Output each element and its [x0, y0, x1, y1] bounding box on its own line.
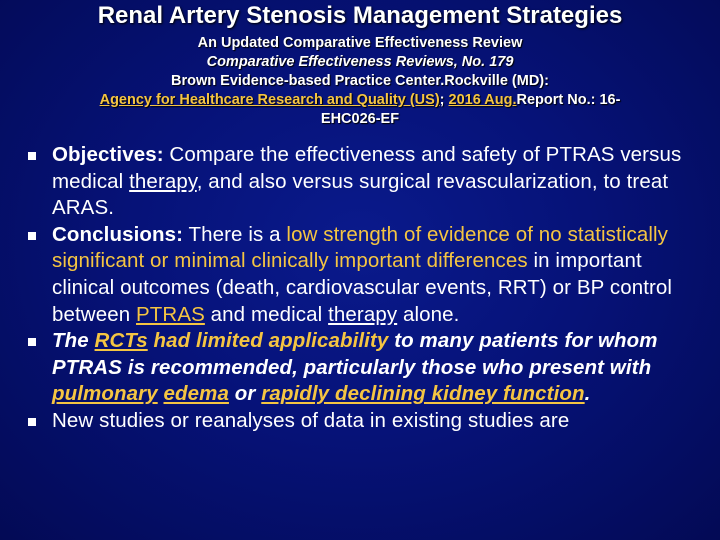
edema-link[interactable]: edema	[163, 382, 229, 406]
rcts-link[interactable]: RCTs	[94, 329, 148, 353]
report-number: Report No.: 16-	[516, 92, 621, 108]
therapy-link[interactable]: therapy	[328, 302, 398, 326]
citation-subtitle: An Updated Comparative Effectiveness Review	[197, 35, 523, 51]
date-link[interactable]: 2016 Aug.	[448, 92, 517, 108]
square-bullet-icon	[28, 418, 36, 426]
bullet-new-studies: New studies or reanalyses of data in existing studies are	[28, 408, 698, 435]
square-bullet-icon	[28, 152, 36, 160]
citation-report-id: EHC026-EF	[320, 111, 400, 127]
square-bullet-icon	[28, 232, 36, 240]
citation-block	[14, 34, 706, 129]
pulmonary-link[interactable]: pulmonary	[52, 382, 158, 406]
bullet-conclusions: Conclusions: There is a low strength of evidence of no statistically significant or minimal clinically important differences in important clinical outcomes (death, cardiovascular events, RRT) or BP control between PTRAS and medical therapy alone.	[28, 222, 698, 328]
applicability-highlight: had limited applicability	[147, 329, 389, 353]
citation-agency-line: Agency for Healthcare Research and Quality (US); 2016 Aug.Report No.: 16-	[99, 92, 621, 108]
square-bullet-icon	[28, 338, 36, 346]
kidney-function-link[interactable]: rapidly declining kidney function	[261, 382, 585, 406]
slide-title: Renal Artery Stenosis Management Strategies	[97, 2, 623, 29]
citation-publisher: Brown Evidence-based Practice Center.Rockville (MD):	[171, 73, 549, 89]
agency-link[interactable]: Agency for Healthcare Research and Quality (US)	[99, 92, 440, 108]
therapy-link[interactable]: therapy	[129, 169, 197, 193]
evidence-highlight: low strength of evidence of no statistically significant or minimal clinically important differences	[52, 222, 668, 273]
bullet-objectives: Objectives: Compare the effectiveness and safety of PTRAS versus medical therapy, and also versus surgical revascularization, to treat ARAS.	[28, 142, 698, 222]
bullet-list	[28, 142, 698, 435]
citation-series: Comparative Effectiveness Reviews, No. 179	[206, 54, 514, 70]
bullet-rct-applicability: The RCTs had limited applicability to many patients for whom PTRAS is recommended, particularly those who present with pulmonary edema or rapidly declining kidney function.	[28, 328, 698, 408]
ptras-link[interactable]: PTRAS	[136, 302, 205, 326]
